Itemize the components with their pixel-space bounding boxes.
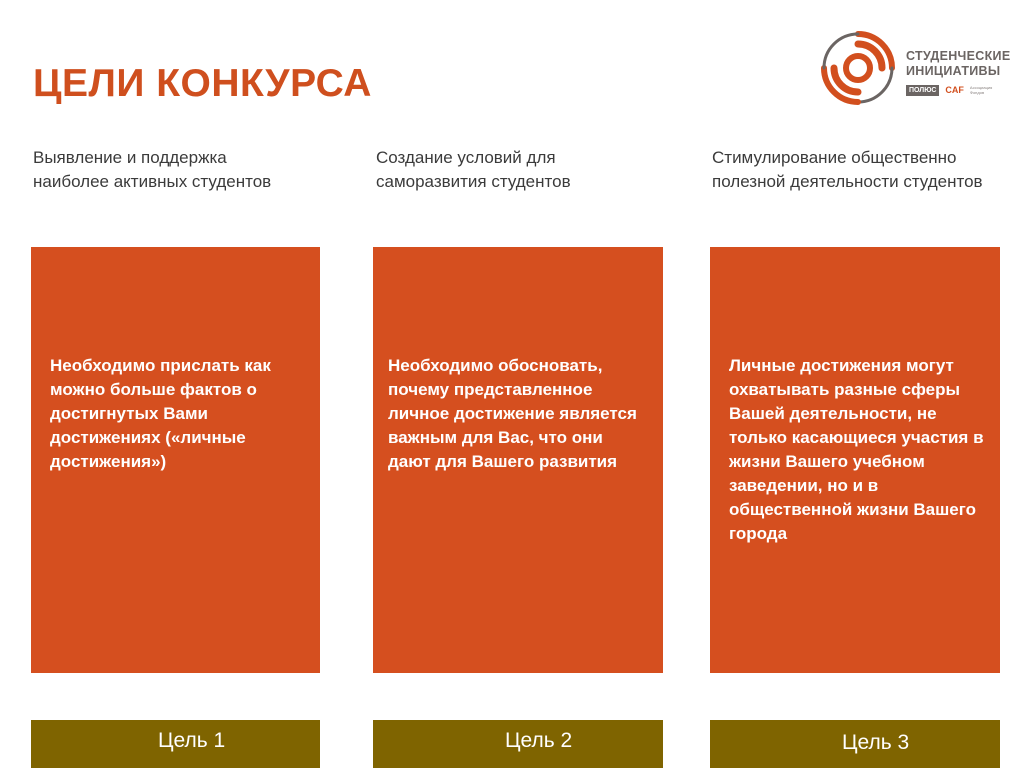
goal-heading-2: Создание условий для саморазвития студентов xyxy=(376,148,571,191)
goal-label-1: Цель 1 xyxy=(158,729,226,752)
goal-panel-text-2: Необходимо обосновать, почему представленное личное достижение является важным для Вас, что они дают для Вашего развития xyxy=(388,356,637,471)
goal-panel-text-3: Личные достижения могут охватывать разные сферы Вашей деятельности, не только касающиеся участия в жизни Вашего учебном заведении, но и в общественной жизни Вашего города xyxy=(729,356,984,543)
goal-label-2: Цель 2 xyxy=(505,729,573,752)
page-title: ЦЕЛИ КОНКУРСА xyxy=(33,62,372,105)
goal-panel-text-1: Необходимо прислать как можно больше фактов о достигнутых Вами достижениях («личные достижения») xyxy=(50,356,271,471)
logo xyxy=(818,28,1011,108)
logo-title xyxy=(906,49,1010,79)
logo-line-1: СТУДЕНЧЕСКИЕ xyxy=(906,49,1011,63)
sponsor-caf-sub: Ассоциация Фондов xyxy=(969,85,993,95)
orange-swirl-logo-icon xyxy=(818,28,898,108)
goal-label-3: Цель 3 xyxy=(842,731,910,754)
goal-heading-1: Выявление и поддержка наиболее активных студентов xyxy=(33,148,272,191)
sponsor-caf: CAF xyxy=(945,85,964,95)
sponsor-polus: ПОЛЮС xyxy=(906,85,939,96)
logo-sponsors xyxy=(906,84,992,96)
logo-line-2: ИНИЦИАТИВЫ xyxy=(906,64,1001,78)
goal-heading-3: Стимулирование общественно полезной деятельности студентов xyxy=(712,148,983,191)
